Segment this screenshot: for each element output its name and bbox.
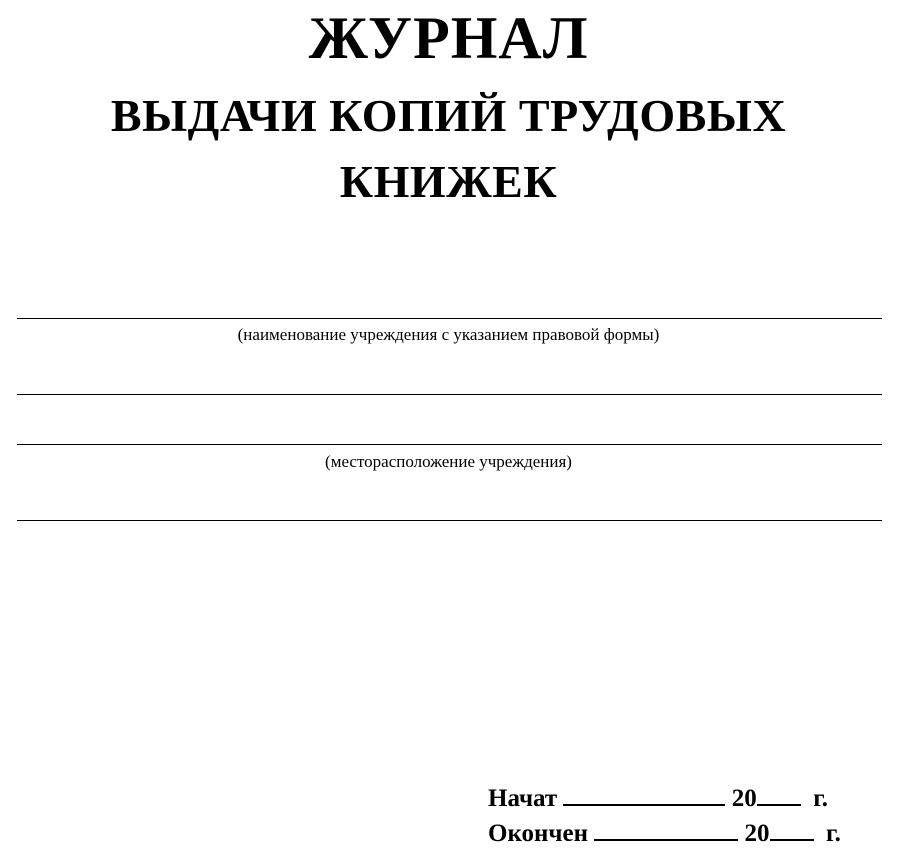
started-date-blank[interactable] [563, 783, 725, 806]
started-year-suffix: г. [813, 785, 828, 812]
location-caption: (месторасположение учреждения) [325, 452, 572, 471]
started-date-row [488, 783, 828, 814]
ended-date-row [488, 818, 841, 849]
location-field-line[interactable] [17, 444, 882, 445]
document-title: ЖУРНАЛ [308, 5, 589, 71]
org-name-caption: (наименование учреждения с указанием правовой формы) [237, 325, 660, 344]
ended-label: Окончен [488, 820, 589, 847]
document-subtitle-line-1: ВЫДАЧИ КОПИЙ ТРУДОВЫХ [110, 90, 787, 141]
started-label: Начат [488, 785, 558, 812]
started-year-prefix: 20 [731, 785, 757, 812]
location-field-line-2[interactable] [17, 520, 882, 521]
ended-year-blank[interactable] [770, 818, 814, 841]
ended-date-blank[interactable] [594, 818, 738, 841]
ended-year-prefix: 20 [744, 820, 770, 847]
org-name-field-line-2[interactable] [17, 394, 882, 395]
org-name-field-line[interactable] [17, 318, 882, 319]
ended-year-suffix: г. [826, 820, 841, 847]
started-year-blank[interactable] [757, 783, 801, 806]
document-subtitle-line-2: КНИЖЕК [339, 156, 558, 207]
